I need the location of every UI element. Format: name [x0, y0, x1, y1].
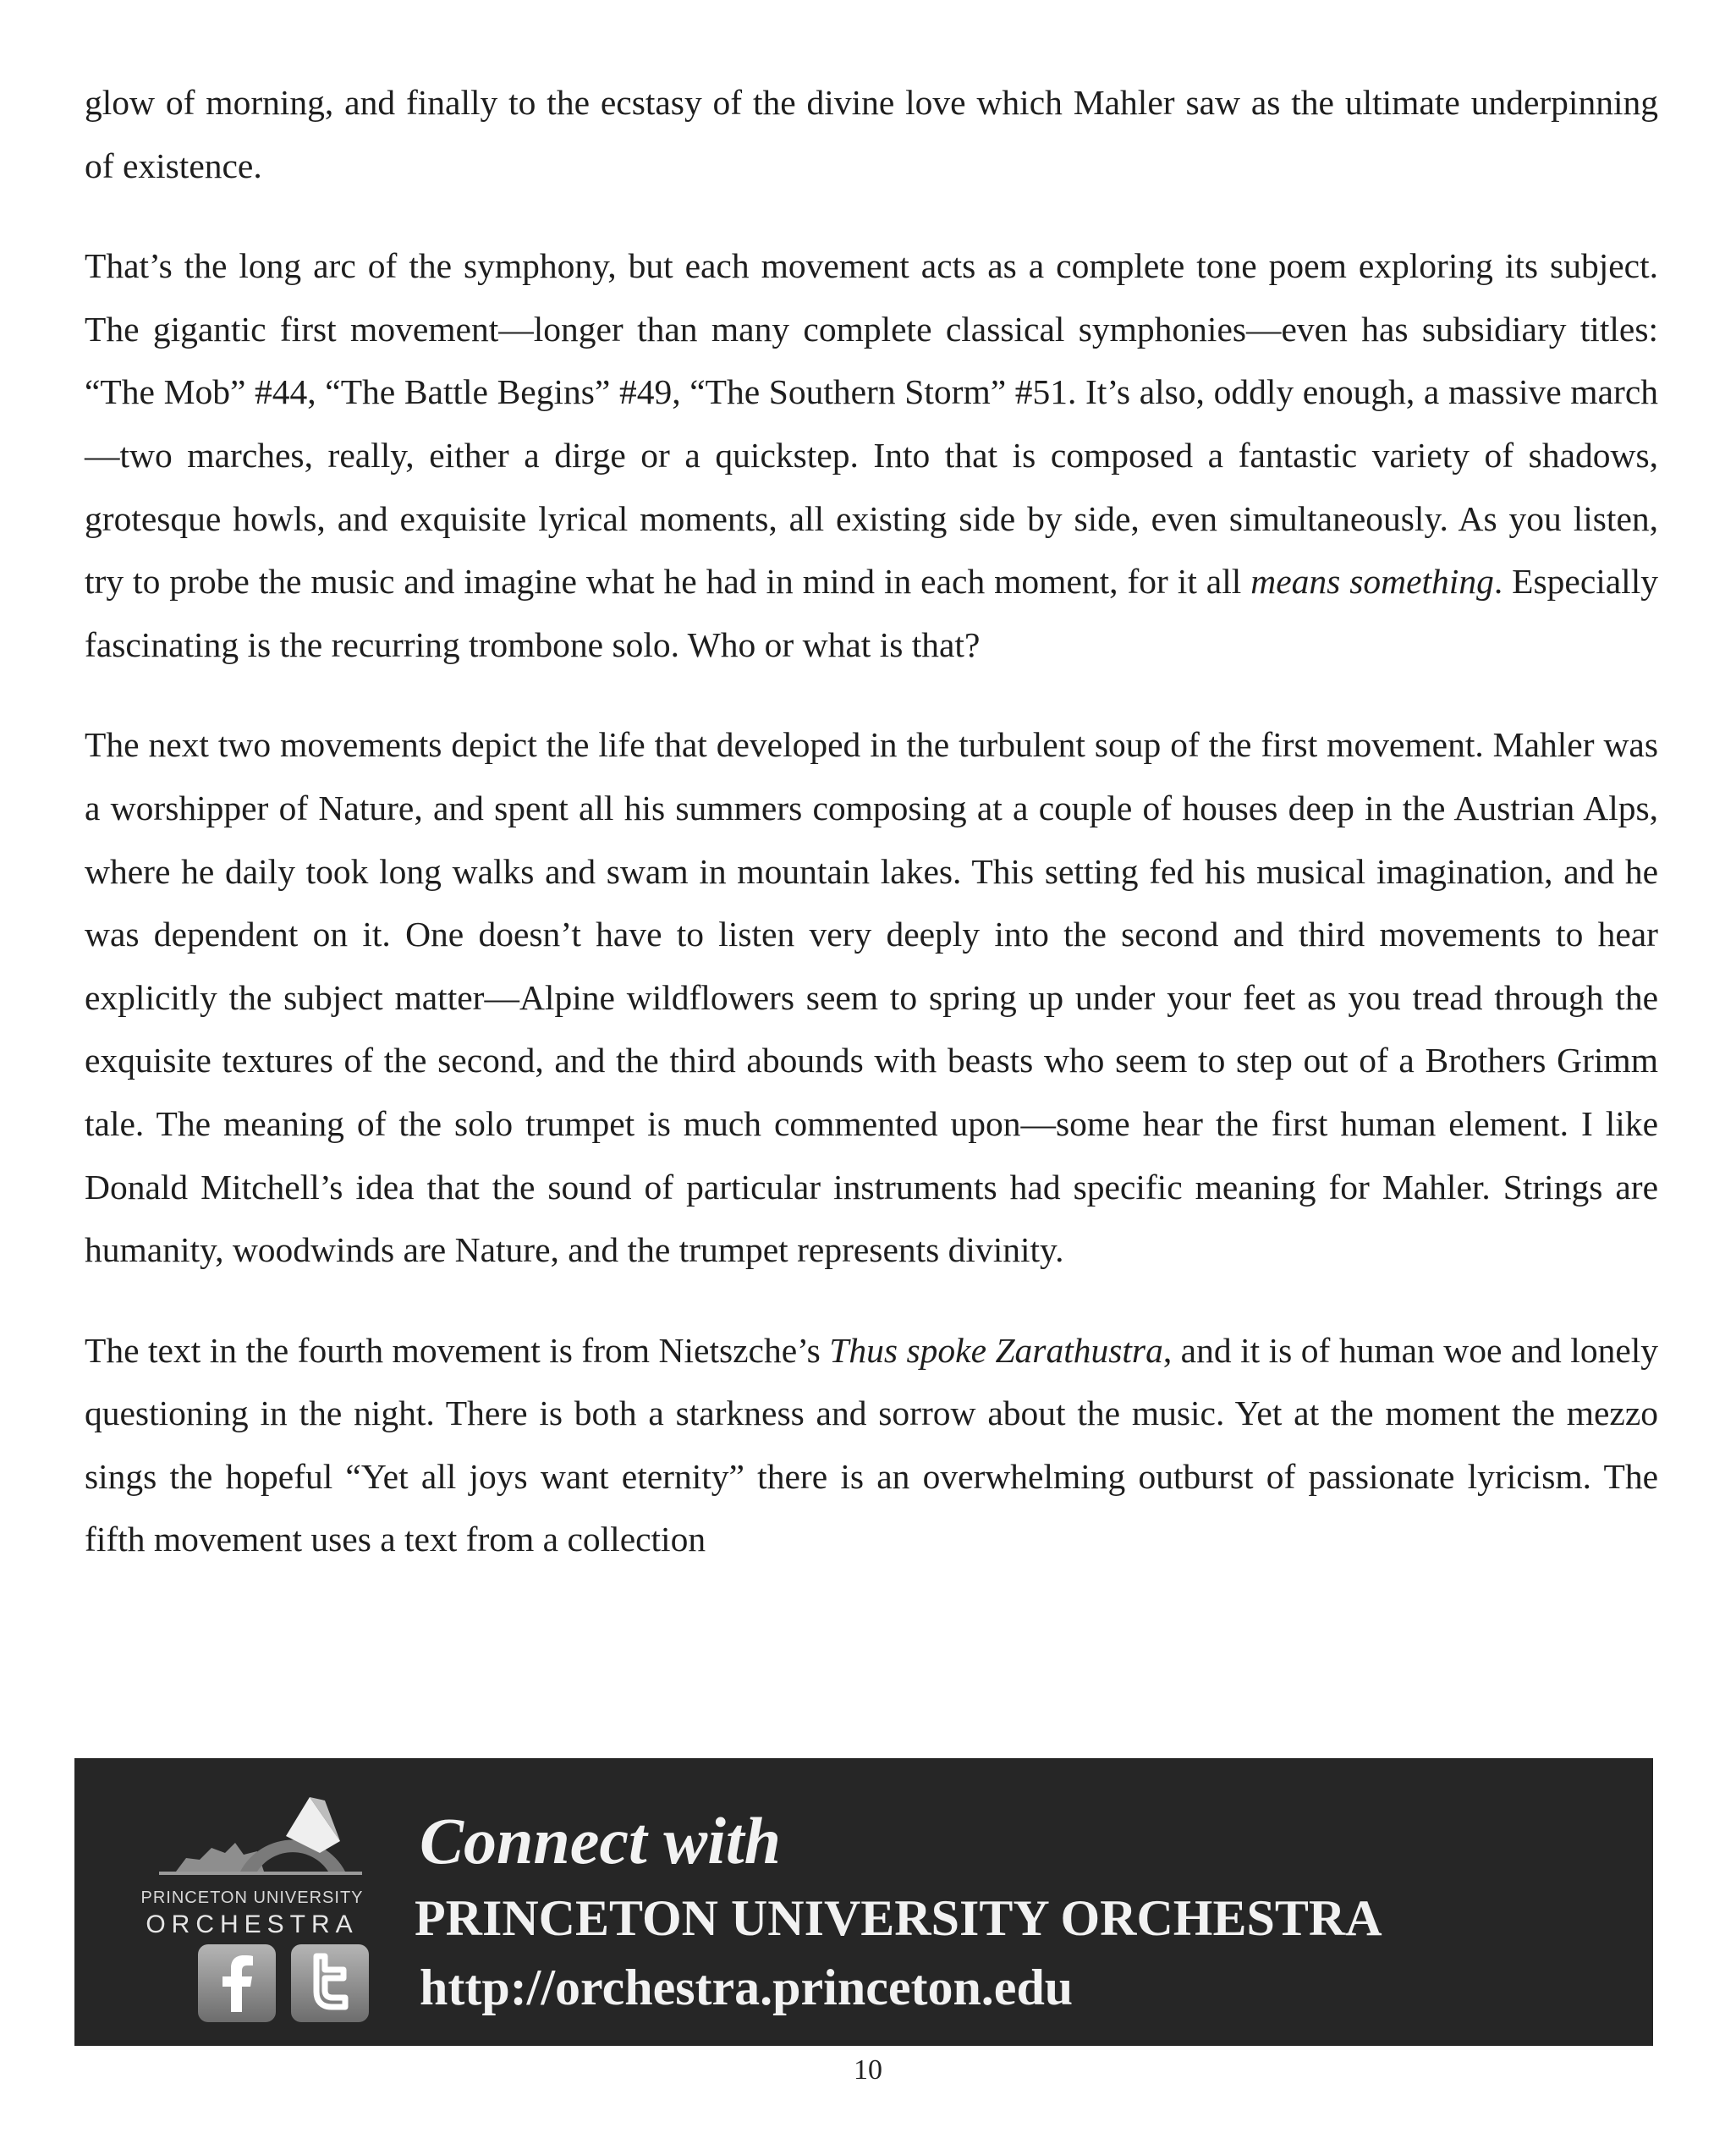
logo-university-text: PRINCETON UNIVERSITY: [140, 1888, 364, 1907]
paragraph-2: [85, 234, 1658, 676]
org-name: PRINCETON UNIVERSITY ORCHESTRA: [415, 1890, 1382, 1946]
orchestra-logo: [125, 1792, 379, 2029]
twitter-icon[interactable]: [291, 1944, 369, 2022]
paragraph-4-text-end: , and it is of human woe and lonely questioning in the night. There is both a starkness and sorrow about the music. Yet at the moment the mezzo sings the hopeful “Yet all joys want eternity” there is an overwhelming outburst of passionate lyricism. The fifth movement uses a text from a collection: [85, 1330, 1659, 1559]
paragraph-3: [85, 713, 1658, 1281]
paragraph-4: [85, 1319, 1658, 1571]
paragraph-2-emphasis: means something: [1250, 562, 1494, 602]
paragraph-4-text: The text in the fourth movement is from Nietszche’s: [85, 1330, 830, 1370]
page-number: 10: [854, 2054, 882, 2086]
paragraph-4-emphasis: Thus spoke Zarathustra: [829, 1330, 1163, 1370]
logo-orchestra-text: ORCHESTRA: [146, 1910, 359, 1938]
paragraph-3-text: The next two movements depict the life that developed in the turbulent soup of the first movement. Mahler was a worshipper of Nature, and spent all his summers composing at a couple of houses deep in the Austrian Alps, where he daily took long walks and swam in mountain lakes. This setting fed his musical imagination, and he was dependent on it. One doesn’t have to listen very deeply into the second and third movements to hear explicitly the subject matter—Alpine wildflowers seem to spring up under your feet as you tread through the exquisite textures of the second, and the third abounds with beasts who seem to step out of a Brothers Grimm tale. The meaning of the solo trumpet is much commented upon—some hear the first human element. I like Donald Mitchell’s idea that the sound of particular instruments had specific meaning for Mahler. Strings are humanity, woodwinds are Nature, and the trumpet represents divinity.: [85, 725, 1658, 1270]
paragraph-1-text: glow of morning, and finally to the ecstasy of the divine love which Mahler saw as the ultimate underpinning of existence.: [85, 83, 1658, 185]
paragraph-2-text-end: . Especially fascinating is the recurring trombone solo. Who or what is that?: [85, 562, 1658, 664]
paragraph-2-text: That’s the long arc of the symphony, but each movement acts as a complete tone poem exploring its subject. The gigantic first movement—longer than many complete classical symphonies—even has subsidiary titles: “The Mob” #44, “The Battle Begins” #49, “The Southern Storm” #51. It’s also, oddly enough, a massive march—two marches, really, either a dirge or a quickstep. Into that is composed a fantastic variety of shadows, grotesque howls, and exquisite lyrical moments, all existing side by side, even simultaneously. As you listen, try to probe the music and imagine what he had in mind in each moment, for it all: [85, 246, 1658, 602]
facebook-icon[interactable]: [198, 1944, 276, 2022]
connect-banner: [74, 1758, 1653, 2046]
paragraph-1: [85, 71, 1658, 197]
connect-heading: Connect with: [420, 1804, 781, 1877]
orchestra-url-link[interactable]: http://orchestra.princeton.edu: [420, 1960, 1074, 2015]
orchestra-logo-icon: [159, 1792, 362, 1885]
article-body: [85, 71, 1658, 1608]
